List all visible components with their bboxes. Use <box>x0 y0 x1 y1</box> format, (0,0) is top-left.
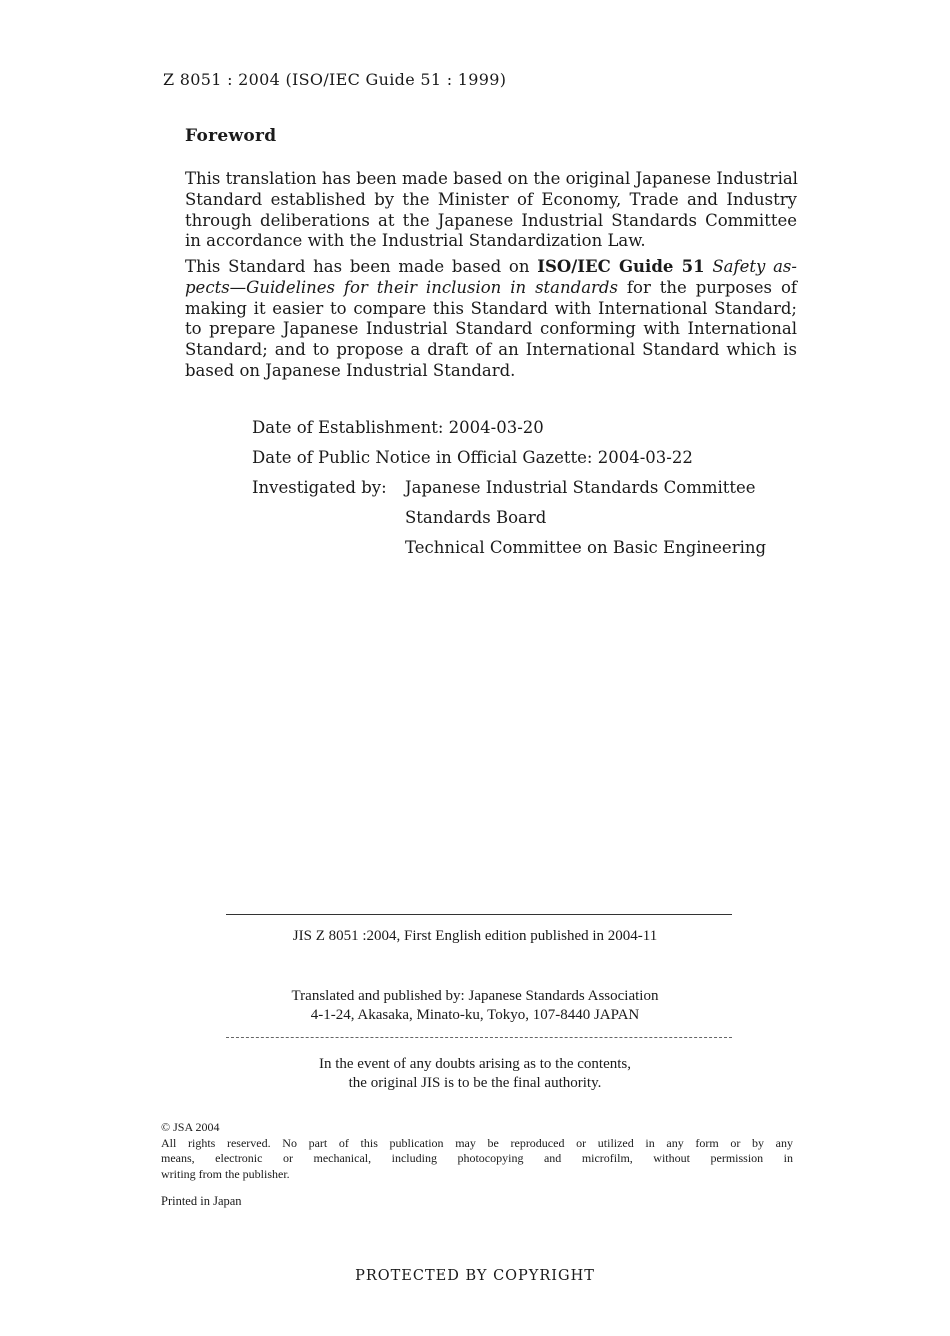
copyright-line: writing from the publisher. <box>161 1166 290 1181</box>
text-line: in accordance with the Industrial Standardization Law. <box>185 231 646 251</box>
copyright-symbol: © JSA 2004 <box>161 1120 220 1134</box>
date-of-establishment: Date of Establishment: 2004-03-20 <box>252 418 544 437</box>
standard-title: pects—Guidelines for their inclusion in standards <box>185 277 618 297</box>
standard-title: Safety as- <box>704 257 797 276</box>
copyright-block <box>161 1120 793 1182</box>
text-line <box>185 278 797 299</box>
translated-by: Translated and published by: Japanese Standards Association <box>291 988 659 1004</box>
doubts-notice <box>170 1055 780 1093</box>
investigated-by-item: Standards Board <box>405 508 547 527</box>
investigated-row <box>252 478 767 557</box>
standard-reference: ISO/IEC Guide 51 <box>537 257 705 276</box>
foreword-heading: Foreword <box>185 126 277 146</box>
doubts-line: In the event of any doubts arising as to the contents, <box>318 1056 631 1072</box>
foreword-paragraph-1 <box>185 169 797 252</box>
investigated-by-item: Japanese Industrial Standards Committee <box>405 478 756 497</box>
investigated-by-item: Technical Committee on Basic Engineering <box>405 538 767 557</box>
text-line: This translation has been made based on the original Japanese Industrial <box>185 169 798 188</box>
publisher-block <box>170 987 780 1025</box>
text-line: based on Japanese Industrial Standard. <box>185 360 516 380</box>
protected-notice: PROTECTED BY COPYRIGHT <box>355 1268 595 1284</box>
text-line: through deliberations at the Japanese Industrial Standards Committee <box>185 210 797 230</box>
text-span: This Standard has been made based on <box>185 257 538 276</box>
text-line: Standard; and to propose a draft of an International Standard which is <box>185 340 797 360</box>
edition-line: JIS Z 8051 :2004, First English edition published in 2004-11 <box>292 928 658 944</box>
text-line: to prepare Japanese Industrial Standard conforming with International <box>185 319 797 339</box>
date-of-public-notice: Date of Public Notice in Official Gazette: 2004-03-22 <box>252 448 693 467</box>
text-line: making it easier to compare this Standard with International Standard; <box>185 298 797 318</box>
investigated-by-list <box>405 478 766 568</box>
text-span: for the purposes of <box>617 277 798 297</box>
foreword-paragraph-2 <box>185 257 797 382</box>
publisher-address: 4-1-24, Akasaka, Minato-ku, Tokyo, 107-8440 JAPAN <box>310 1007 640 1023</box>
document-header: Z 8051 : 2004 (ISO/IEC Guide 51 : 1999) <box>163 70 507 89</box>
investigated-label: Investigated by: <box>252 478 387 497</box>
divider-top <box>226 914 732 915</box>
text-line: Standard established by the Minister of Economy, Trade and Industry <box>185 189 797 209</box>
copyright-line: means, electronic or mechanical, including photocopying and microfilm, without permission in <box>161 1151 793 1165</box>
printed-in: Printed in Japan <box>161 1194 242 1208</box>
copyright-line: All rights reserved. No part of this publication may be reproduced or utilized in any form or by any <box>161 1135 793 1150</box>
dates-block <box>252 418 767 557</box>
doubts-line: the original JIS is to be the final authority. <box>348 1075 602 1091</box>
text-line <box>185 257 797 278</box>
divider-bottom <box>226 1037 732 1038</box>
